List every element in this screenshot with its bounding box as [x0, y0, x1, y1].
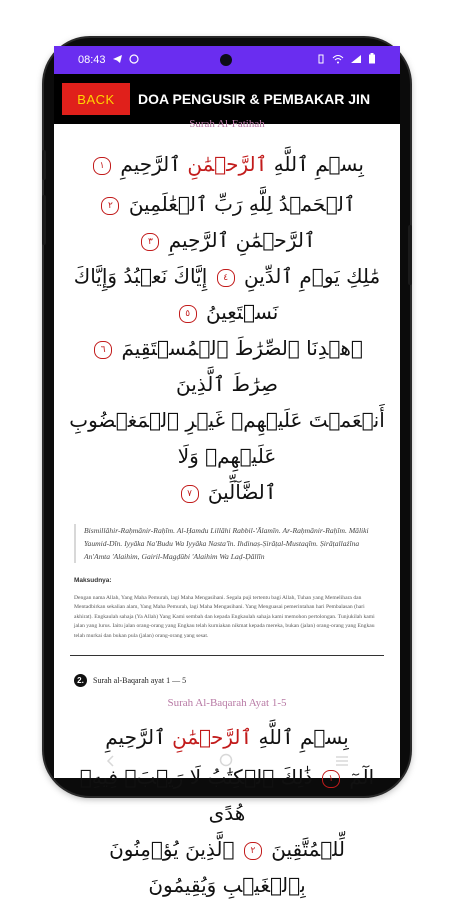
- article-content[interactable]: [54, 118, 400, 898]
- ayah-line: ٱهۡدِنَا ٱلصِّرَٰطَ ٱلۡمُسۡتَقِيمَ ٦ صِرَٰطَ ٱلَّذِينَ: [54, 330, 400, 402]
- page-title: DOA PENGUSIR & PEMBAKAR JIN: [138, 91, 371, 107]
- status-time: 08:43: [78, 54, 106, 66]
- verse-number: ٦: [94, 341, 112, 359]
- volume-up-button: [42, 150, 46, 180]
- back-nav-icon[interactable]: [105, 752, 117, 771]
- ayah-line: ٱلۡحَمۡدُ لِلَّهِ رَبِّ ٱلۡعَٰلَمِينَ ٢ ٱلرَّحۡمَٰنِ ٱلرَّحِيمِ ٣: [54, 186, 400, 258]
- surah-title: Surah Al-Fatihah: [189, 118, 265, 130]
- ayah-line: أَنۡعَمۡتَ عَلَيۡهِمۡ غَيۡرِ ٱلۡمَغۡضُوبِ عَلَيۡهِمۡ وَلَا: [69, 408, 385, 468]
- transliteration: Bismillāhir-Raḥmānir-Raḥīm. Al-Ḥamdu Lillāhi Rabbil-'Ālamīn. Ar-Raḥmānir-Raḥīm. Māliki Yaumid-Dīn. Iyyāka Na'Budu Wa Iyyāka Nasta'īn. Ihdinaṣ-Ṣirāṭal-Mustaqīm. Ṣirāṭallażīna An'Amta 'Alaihim, Gairil-Magḍūbi 'Alaihim Wa Laḍ-Ḍāllīn: [74, 524, 380, 563]
- section-divider: [70, 655, 384, 656]
- maksudnya-text: Dengan nama Allah, Yang Maha Pemurah, lagi Maha Mengasihani. Segala puji tertentu bagi Allah, Tuhan yang Memelihara dan Mentadbirkan sekalian alam, Yang Maha Pemurah, lagi Maha Mengasihani. Yang Menguasai pemerintahan hari Pembalasan (hari akhirat). Engkaulah sahaja (Ya Allah) Yang Kami sembah dan kepada Engkaulah sahaja kami memohon pertolongan. Tunjukilah kami jalan yang lurus. Iaitu jalan orang-orang yang Engkau telah kurniakan nikmat kepada mereka, bukan (jalan) orang-orang yang Engkau telah murkai dan bukan pula (jalan) orang-orang yang sesat.: [74, 595, 375, 639]
- signal-icon: [350, 54, 362, 67]
- battery-icon: [368, 53, 376, 67]
- verse-number: ٢: [244, 842, 262, 860]
- volume-down-button: [42, 195, 46, 245]
- system-nav-bar: [54, 744, 400, 778]
- verse-number: ٤: [217, 269, 235, 287]
- verse-number: ٣: [141, 233, 159, 251]
- section-heading: [74, 674, 380, 687]
- home-nav-icon[interactable]: [219, 752, 233, 771]
- wifi-icon: [332, 54, 344, 67]
- section-label: Surah al-Baqarah ayat 1 — 5: [93, 676, 187, 686]
- app-bar: [54, 74, 400, 124]
- basmalah: بِسۡمِ ٱللَّهِ ٱلرَّحۡمَٰنِ ٱلرَّحِيمِ ١: [54, 146, 400, 182]
- recents-nav-icon[interactable]: [335, 752, 349, 771]
- ayah-line: ٱلضَّآلِّينَ ٧: [54, 474, 400, 510]
- surah-title: Surah Al-Baqarah Ayat 1-5: [167, 697, 287, 710]
- status-bar: [54, 46, 400, 74]
- whatsapp-icon: [129, 54, 139, 67]
- ayah-line: الٓمٓ ١ ذَٰلِكَ ٱلۡكِتَٰبُ لَا رَيۡبَۛ فِيهِۛ هُدًى: [79, 765, 375, 826]
- back-button[interactable]: BACK: [62, 83, 130, 115]
- section-number: 2.: [74, 674, 87, 687]
- power-button: [408, 225, 412, 285]
- phone-screen: [54, 46, 400, 898]
- front-camera: [220, 54, 232, 66]
- verse-number: ٥: [179, 305, 197, 323]
- verse-number: ٢: [101, 197, 119, 215]
- maksudnya-label: Maksudnya:: [74, 577, 112, 584]
- telegram-icon: [112, 54, 123, 67]
- basmalah: بِسۡمِ ٱللَّهِ ٱلرَّحۡمَٰنِ ٱلرَّحِيمِ: [105, 725, 349, 750]
- verse-number: ٧: [181, 485, 199, 503]
- vibrate-icon: [316, 54, 326, 67]
- ayah-line: لِّلۡمُتَّقِينَ ٢ ٱلَّذِينَ يُؤۡمِنُونَ بِٱلۡغَيۡبِ وَيُقِيمُونَ: [109, 837, 345, 898]
- verse-number: ١: [322, 770, 340, 788]
- ayah-line: مَٰلِكِ يَوۡمِ ٱلدِّينِ ٤ إِيَّاكَ نَعۡبُدُ وَإِيَّاكَ نَسۡتَعِينُ ٥: [73, 264, 381, 324]
- verse-number: ١: [93, 157, 111, 175]
